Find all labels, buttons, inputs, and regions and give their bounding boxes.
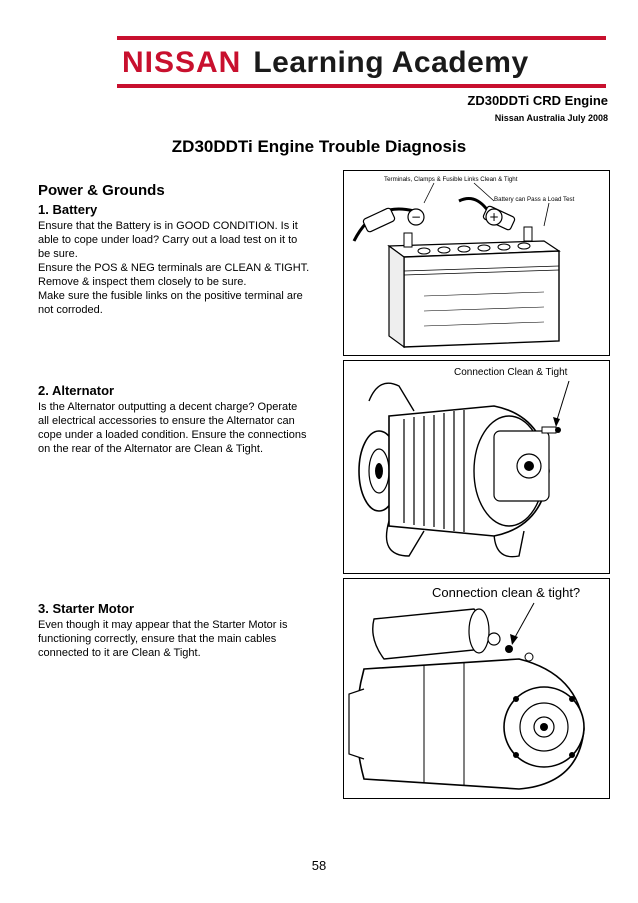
engine-label: ZD30DDTi CRD Engine xyxy=(467,93,608,108)
neg-symbol: − xyxy=(410,210,422,224)
page-title: ZD30DDTi Engine Trouble Diagnosis xyxy=(171,137,467,156)
text-line: not corroded. xyxy=(38,304,103,316)
battery-text xyxy=(38,219,338,317)
nissan-learning-academy-logo xyxy=(122,46,529,84)
text-line: on the rear of the Alternator are Clean & Tight. xyxy=(38,443,264,455)
header-bottom-rule xyxy=(117,84,606,88)
starter-heading: 3. Starter Motor xyxy=(38,601,135,616)
alternator-figure xyxy=(343,360,610,574)
page-number: 58 xyxy=(311,858,327,873)
header-top-rule xyxy=(117,36,606,40)
section-heading: Power & Grounds xyxy=(38,182,165,199)
text-line: cope under a loaded condition. Ensure the connections xyxy=(38,429,307,441)
text-line: all electrical accessories to ensure the Alternator can xyxy=(38,415,295,427)
pos-symbol: + xyxy=(488,210,500,224)
battery-caption-right: Battery can Pass a Load Test xyxy=(494,196,575,203)
text-line: be sure. xyxy=(38,248,78,260)
battery-heading: 1. Battery xyxy=(38,202,98,217)
text-line: Ensure that the Battery is in GOOD CONDITION. Is it xyxy=(38,220,298,232)
battery-figure xyxy=(343,170,610,356)
alternator-text xyxy=(38,400,338,456)
text-line: connected to it are Clean & Tight. xyxy=(38,647,201,659)
publication-date: Nissan Australia July 2008 xyxy=(494,113,608,123)
text-line: Ensure the POS & NEG terminals are CLEAN & TIGHT. xyxy=(38,262,310,274)
text-line: Remove & inspect them closely to be sure. xyxy=(38,276,247,288)
battery-caption-top: Terminals, Clamps & Fusible Links Clean & Tight xyxy=(384,176,518,183)
starter-caption: Connection clean & tight? xyxy=(432,585,581,600)
starter-motor-figure xyxy=(343,578,610,799)
alternator-caption: Connection Clean & Tight xyxy=(454,367,568,378)
logo-academy-text: Learning Academy xyxy=(253,46,529,79)
text-line: functioning correctly, ensure that the main cables xyxy=(38,633,277,645)
alternator-heading: 2. Alternator xyxy=(38,383,115,398)
text-line: Is the Alternator outputting a decent charge? Operate xyxy=(38,401,298,413)
text-line: able to cope under load? Carry out a load test on it to xyxy=(38,234,298,246)
starter-text xyxy=(38,618,338,660)
logo-brand-text: NISSAN xyxy=(122,46,242,79)
text-line: Even though it may appear that the Starter Motor is xyxy=(38,619,288,631)
text-line: Make sure the fusible links on the positive terminal are xyxy=(38,290,303,302)
